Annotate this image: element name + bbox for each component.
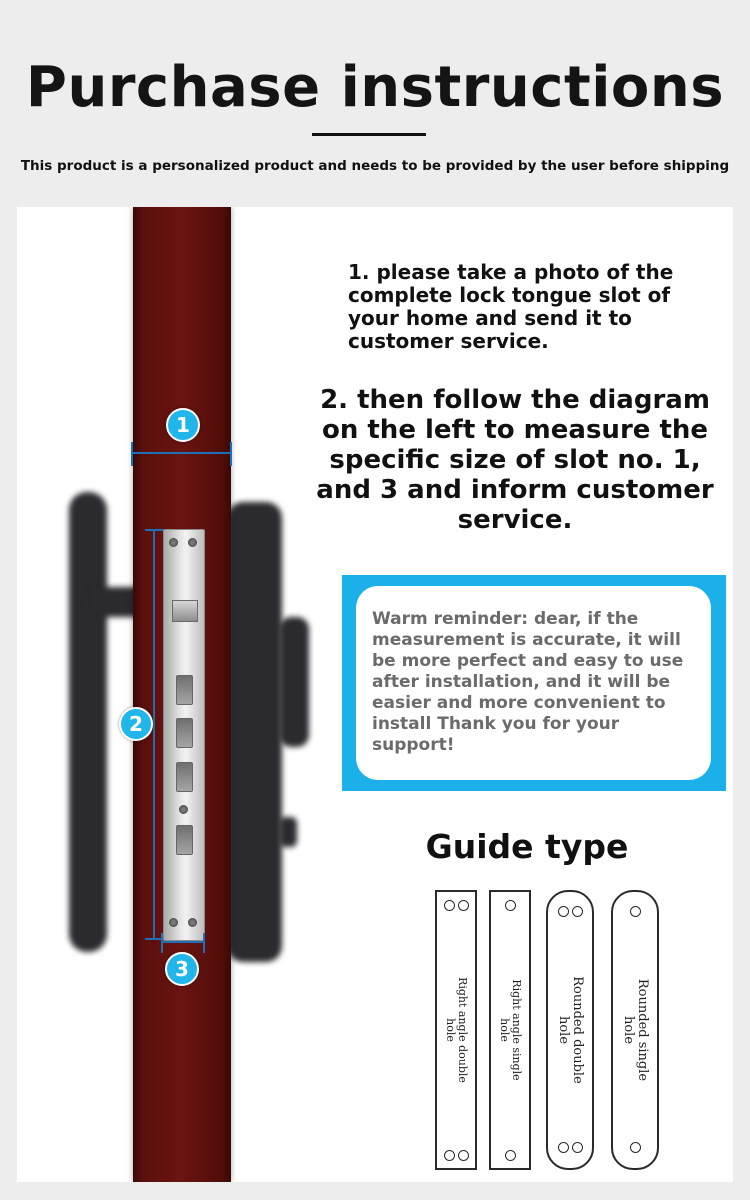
measure-line-2 bbox=[153, 529, 155, 939]
reminder-card bbox=[356, 586, 711, 780]
reminder-text: Warm reminder: dear, if the measurement is accurate, it will be more perfect and easy to use after installation, and it will be easier and more convenient to install Thank you for your support! bbox=[372, 609, 684, 755]
title-underline bbox=[312, 133, 426, 136]
guide-plate-right-angle-double bbox=[435, 890, 477, 1170]
guide-type-title: Guide type bbox=[425, 827, 629, 866]
guide-label: Right angle single hole bbox=[498, 979, 523, 1081]
instructions-panel bbox=[17, 207, 733, 1182]
guide-label: Rounded single hole bbox=[621, 978, 650, 1082]
page-subtitle: This product is a personalized product and needs to be provided by the user before shipping bbox=[20, 158, 730, 174]
step-1-text: 1. please take a photo of the complete lock tongue slot of your home and send it to customer service. bbox=[348, 260, 674, 353]
lock-plate bbox=[163, 529, 205, 941]
measure-line-3 bbox=[163, 941, 203, 943]
step-2-text: 2. then follow the diagram on the left to measure the specific size of slot no. 1, and 3 and inform customer service. bbox=[316, 385, 714, 535]
marker-1: 1 bbox=[166, 408, 200, 442]
guide-plate-rounded-single bbox=[611, 890, 659, 1170]
marker-2: 2 bbox=[119, 707, 153, 741]
guide-label: Right angle double hole bbox=[444, 977, 469, 1083]
marker-3: 3 bbox=[165, 952, 199, 986]
lock-tongue bbox=[172, 600, 198, 622]
page-title: Purchase instructions bbox=[25, 55, 725, 120]
guide-label: Rounded double hole bbox=[556, 976, 585, 1084]
guide-plate-right-angle-single bbox=[489, 890, 531, 1170]
guide-plate-rounded-double bbox=[546, 890, 594, 1170]
reminder-box bbox=[342, 575, 726, 791]
measure-line-1 bbox=[133, 452, 231, 454]
